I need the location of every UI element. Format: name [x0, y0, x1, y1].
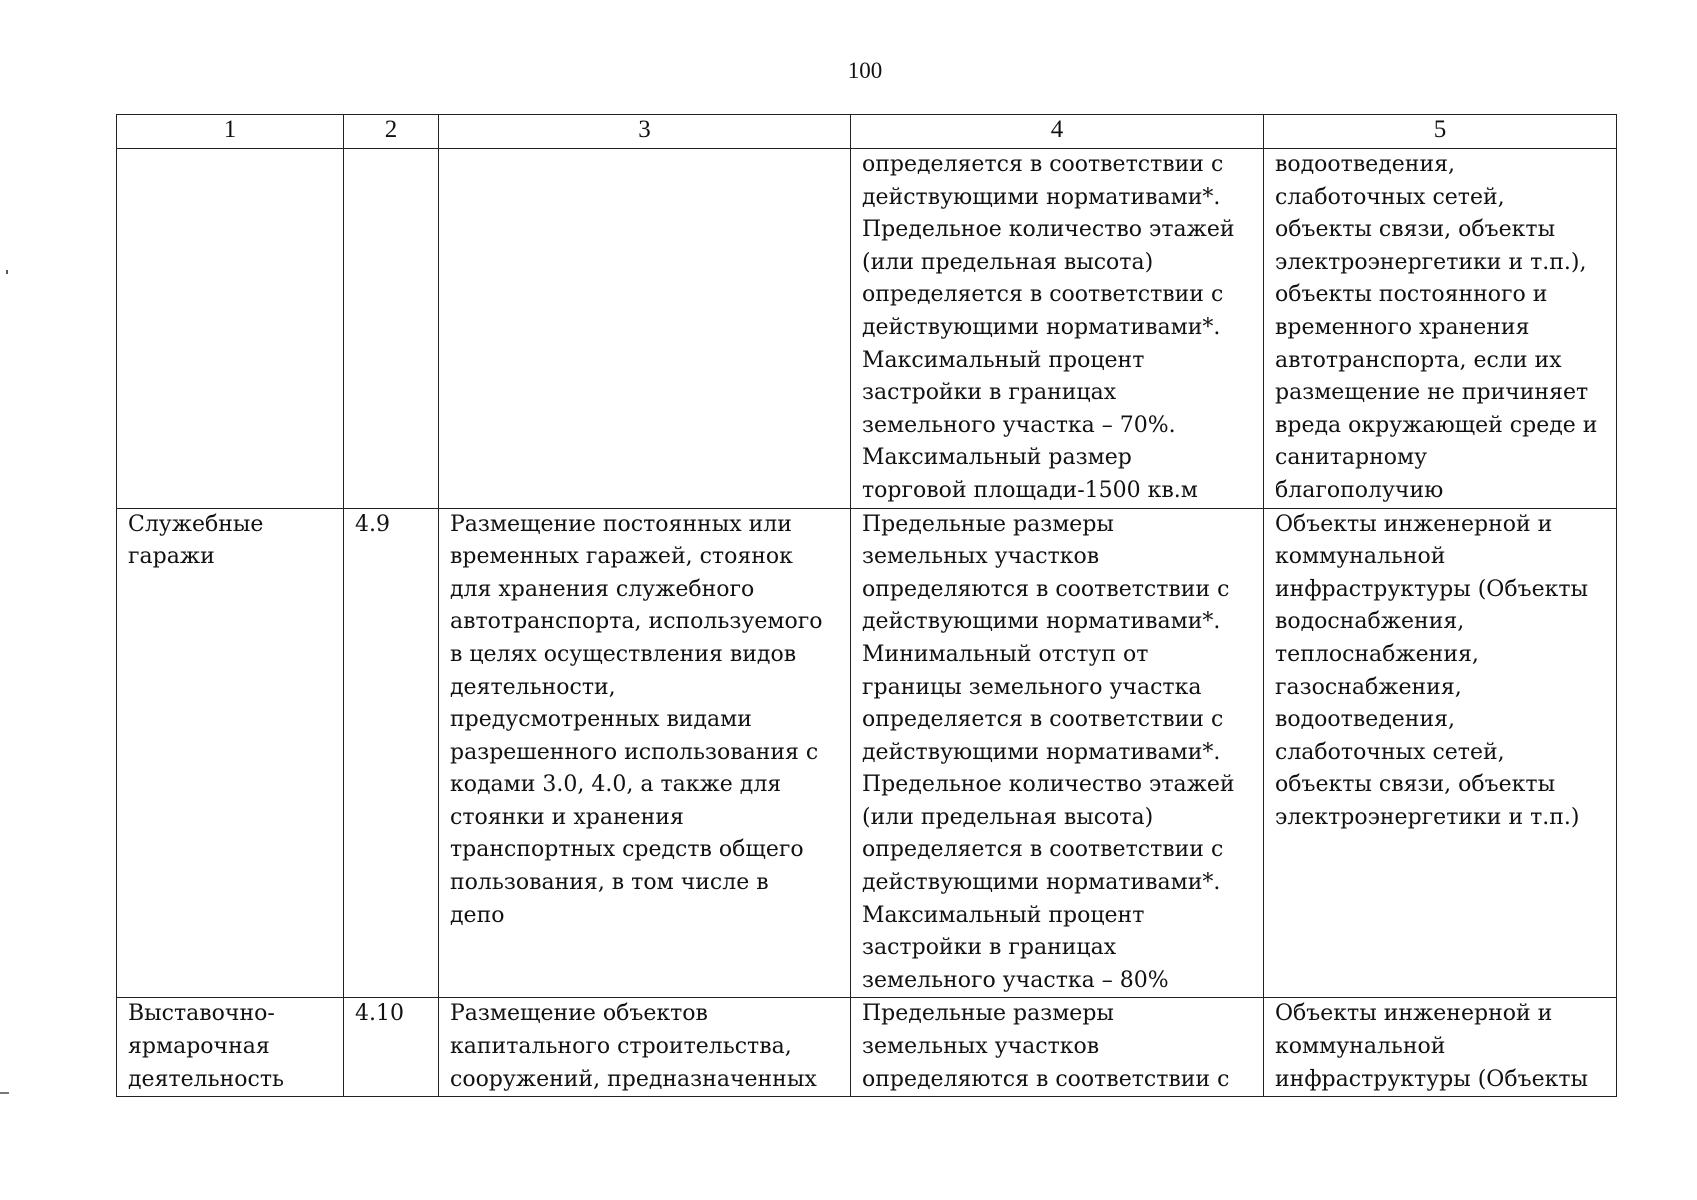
- use-name-cell: [117, 149, 344, 509]
- use-description-text: Размещение объектов капитального строительства, сооружений, предназначенных: [450, 1001, 817, 1092]
- parameters-text: Предельные размеры земельных участков определяются в соответствии с действующими нормативами*. Минимальный отступ от границы земельного участка определяется в соответствии с действующими нормативами*. Предельное количество этажей (или предельная высота) определяется в соответствии с действующими нормативами*. Максимальный процент застройки в границах земельного участка – 80%: [862, 511, 1235, 993]
- page-number: 100: [847, 58, 883, 83]
- parameters-text: определяется в соответствии с действующими нормативами*. Предельное количество этажей (или предельная высота) определяется в соответствии с действующими нормативами*. Максимальный процент застройки в границах земельного участка – 70%. Максимальный размер торговой площади-1500 кв.м: [862, 152, 1235, 503]
- use-code-text: 4.9: [355, 511, 390, 537]
- scan-artifact-mark: [6, 270, 8, 274]
- scan-artifact-mark: [0, 1092, 9, 1094]
- table-row: [117, 508, 1617, 998]
- parameters-cell: [851, 508, 1264, 998]
- parameters-text: Предельные размеры земельных участков определяются в соответствии с: [862, 1001, 1230, 1092]
- use-code-cell: [344, 998, 439, 1097]
- use-code-cell: [344, 508, 439, 998]
- accessory-uses-cell: [1264, 998, 1617, 1097]
- column-header: 3: [439, 115, 851, 149]
- use-code-cell: [344, 149, 439, 509]
- use-name-cell: [117, 998, 344, 1097]
- use-description-cell: [439, 998, 851, 1097]
- use-name-text: Служебные гаражи: [128, 511, 264, 570]
- table-header-row: [117, 115, 1617, 149]
- table-row: [117, 998, 1617, 1097]
- use-name-cell: [117, 508, 344, 998]
- accessory-uses-cell: [1264, 149, 1617, 509]
- accessory-uses-cell: [1264, 508, 1617, 998]
- table-row: [117, 149, 1617, 509]
- use-description-text: Размещение постоянных или временных гаражей, стоянок для хранения служебного автотранспорта, используемого в целях осуществления видов деятельности, предусмотренных видами разрешенного использования с кодами 3.0, 4.0, а также для стоянки и хранения транспортных средств общего пользования, в том числе в депо: [450, 511, 823, 928]
- column-header: 2: [344, 115, 439, 149]
- land-use-table: [116, 114, 1617, 1097]
- parameters-cell: [851, 149, 1264, 509]
- use-name-text: Выставочно- ярмарочная деятельность: [128, 1001, 284, 1092]
- use-description-cell: [439, 508, 851, 998]
- parameters-cell: [851, 998, 1264, 1097]
- accessory-uses-text: Объекты инженерной и коммунальной инфраструктуры (Объекты: [1275, 1001, 1589, 1092]
- column-header: 1: [117, 115, 344, 149]
- accessory-uses-text: водоотведения, слаботочных сетей, объекты связи, объекты электроэнергетики и т.п.), объекты постоянного и временного хранения автотранспорта, если их размещение не причиняет вреда окружающей среде и санитарному благополучию: [1275, 152, 1598, 503]
- use-code-text: 4.10: [355, 1001, 404, 1027]
- accessory-uses-text: Объекты инженерной и коммунальной инфраструктуры (Объекты водоснабжения, теплоснабжения, газоснабжения, водоотведения, слаботочных сетей, объекты связи, объекты электроэнергетики и т.п.): [1275, 511, 1589, 830]
- column-header: 5: [1264, 115, 1617, 149]
- column-header: 4: [851, 115, 1264, 149]
- use-description-cell: [439, 149, 851, 509]
